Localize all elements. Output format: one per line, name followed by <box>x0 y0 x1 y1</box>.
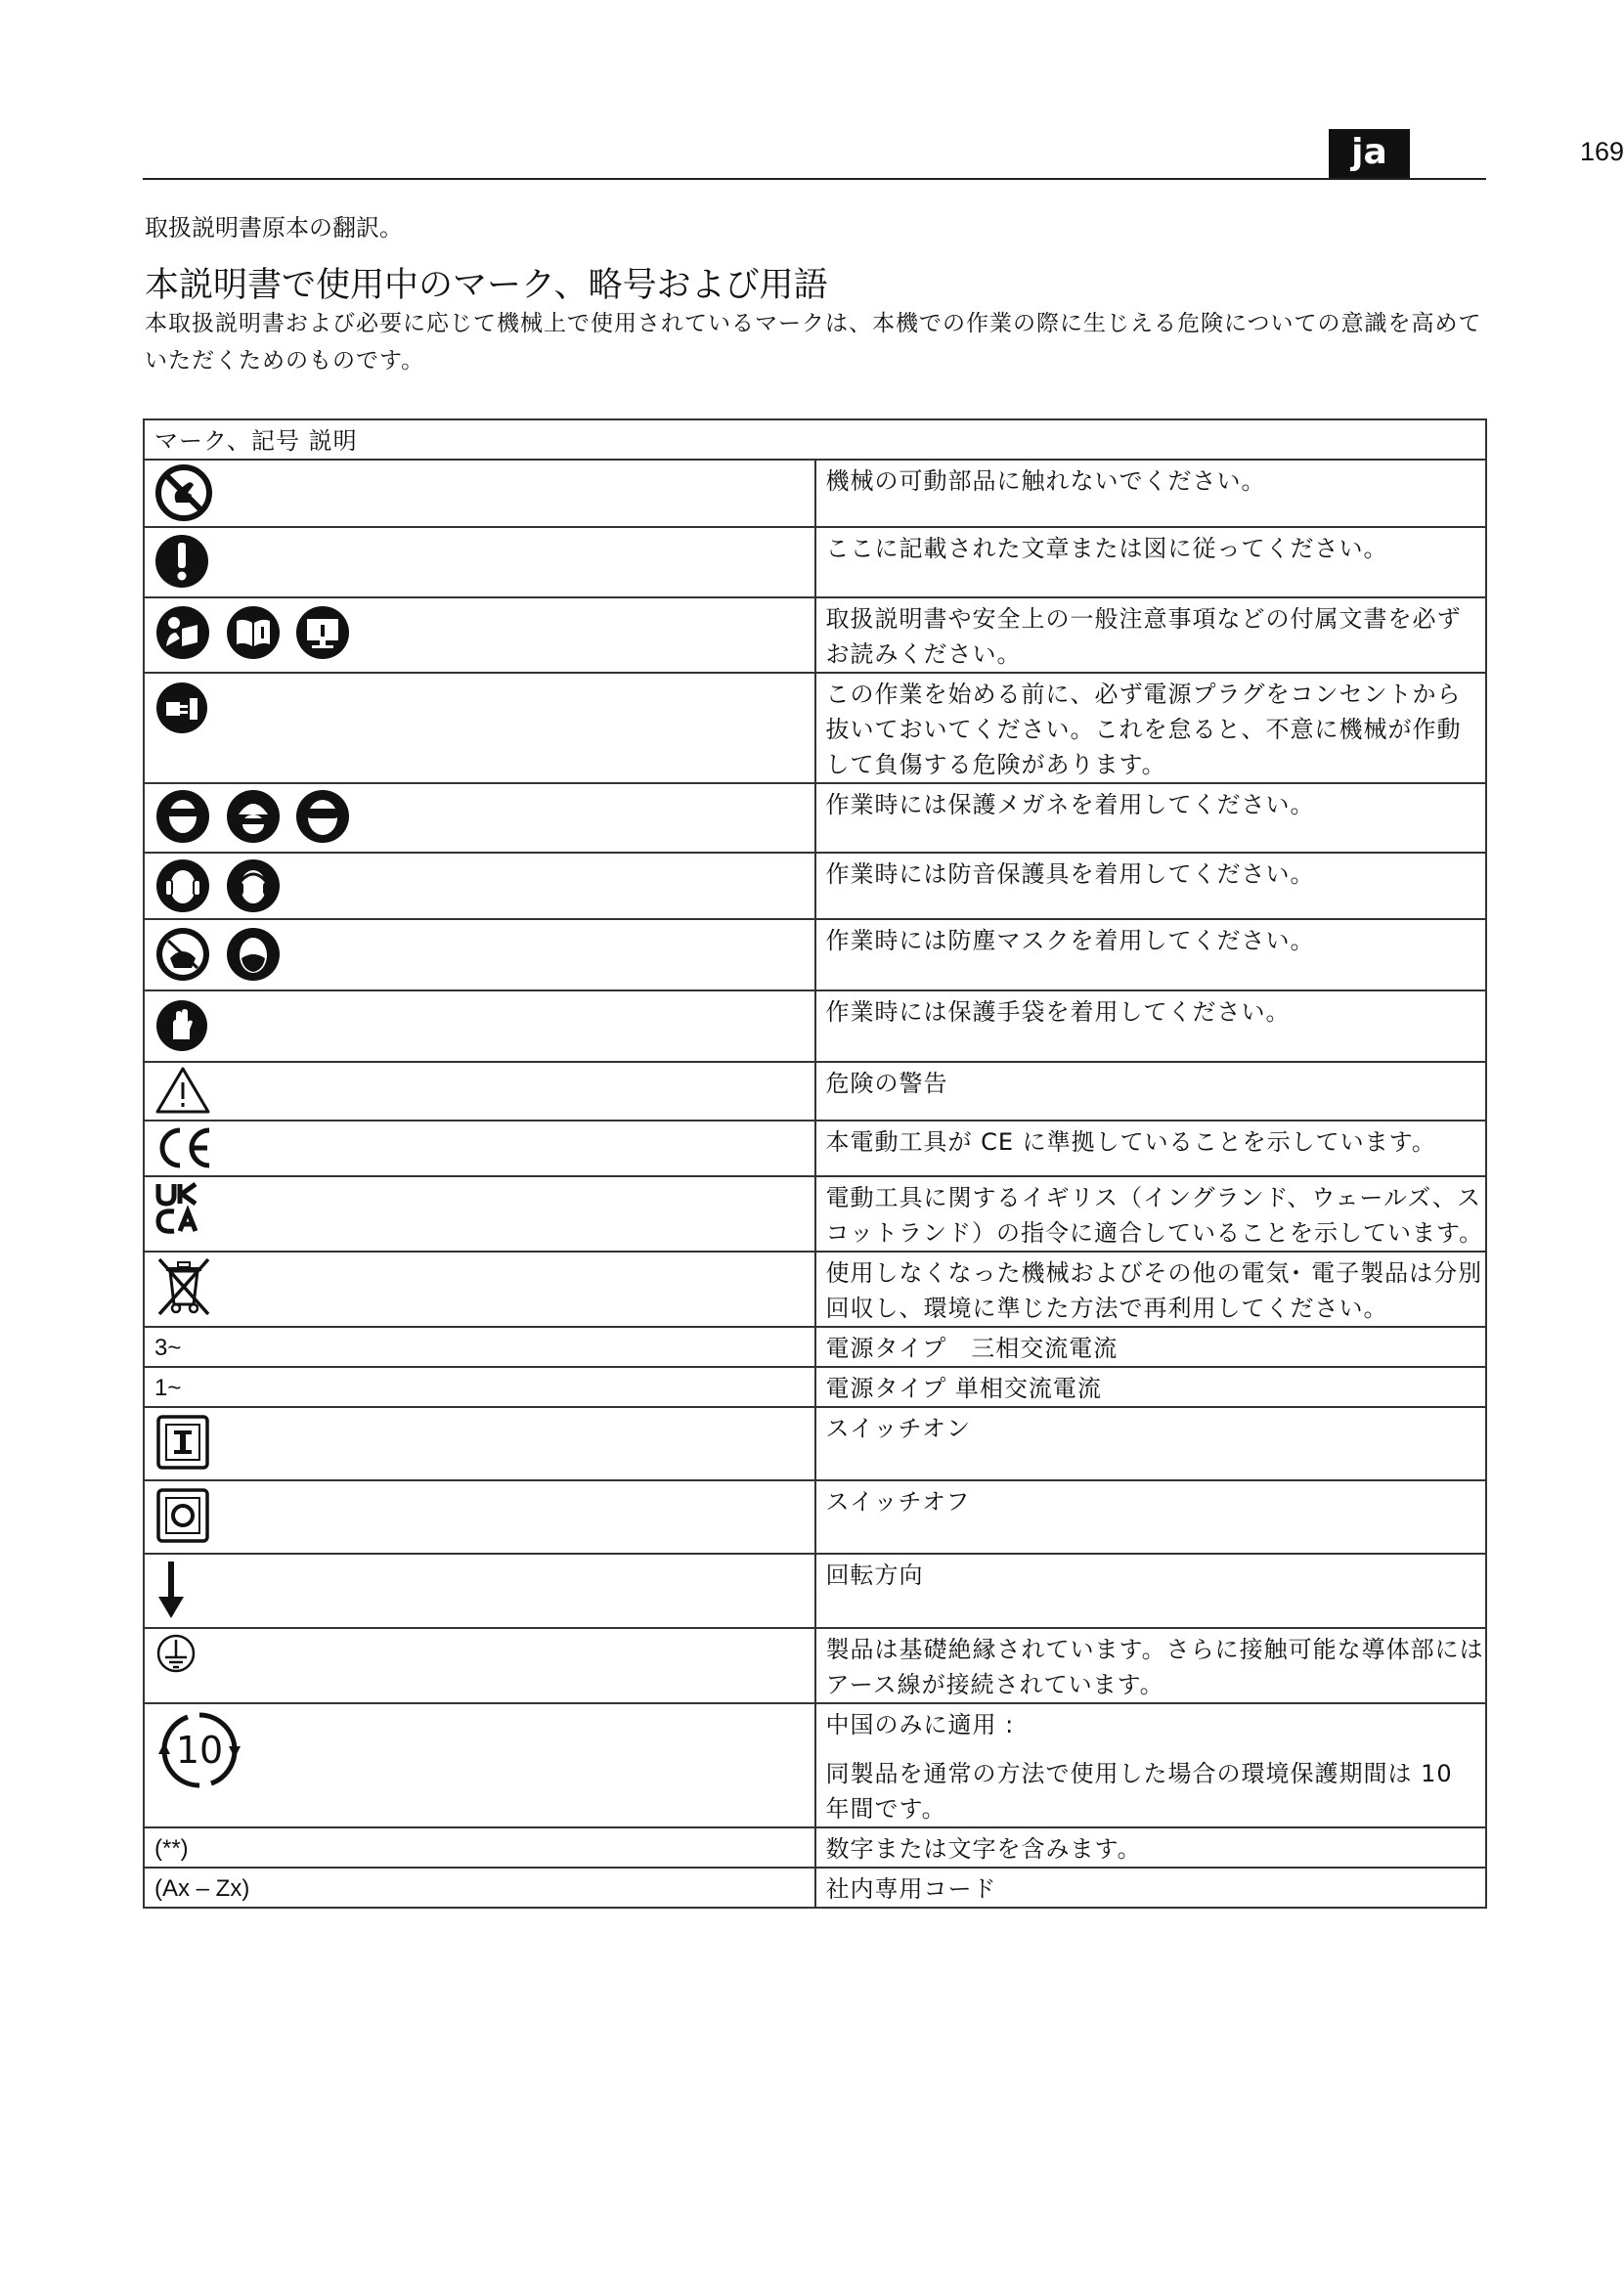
helmet-icon <box>225 787 282 846</box>
icon-cell <box>144 853 815 919</box>
table-row <box>144 1554 1486 1628</box>
intro-paragraph: 本取扱説明書および必要に応じて機械上で使用されているマークは、本機での作業の際に生じえる危険についての意識を高めていただくためのものです。 <box>145 311 1482 374</box>
icon-cell <box>144 673 815 783</box>
rohs-years-label: 10 <box>175 1729 224 1772</box>
warning-triangle-icon <box>154 1066 211 1115</box>
icon-cell <box>144 1407 815 1480</box>
icon-cell <box>144 1062 815 1121</box>
icon-cell <box>144 597 815 673</box>
table-row <box>144 673 1486 783</box>
description: スイッチオン <box>815 1407 1487 1480</box>
icon-cell <box>144 460 815 527</box>
china-rohs-10-icon <box>154 1707 244 1793</box>
icon-cell <box>144 1121 815 1176</box>
table-row <box>144 853 1486 919</box>
ukca-mark-icon <box>154 1180 199 1235</box>
monitor-info-icon <box>294 601 351 660</box>
description: 作業時には防塵マスクを着用してください。 <box>815 919 1487 990</box>
symbol-code: (Ax – Zx) <box>144 1868 815 1908</box>
description: 取扱説明書や安全上の一般注意事項などの付属文書を必ずお読みください。 <box>815 597 1487 673</box>
description: 危険の警告 <box>815 1062 1487 1121</box>
table-row <box>144 1827 1486 1868</box>
description: 電源タイプ 単相交流電流 <box>815 1367 1487 1407</box>
icon-cell <box>144 1252 815 1327</box>
face-shield-icon <box>154 787 211 846</box>
description: 機械の可動部品に触れないでください。 <box>815 460 1487 527</box>
read-manual-icon <box>154 601 211 660</box>
table-row <box>144 783 1486 853</box>
icon-cell <box>144 527 815 597</box>
ear-muff-icon <box>225 857 282 915</box>
description: 数字または文字を含みます。 <box>815 1827 1487 1868</box>
description-line-2: 同製品を通常の方法で使用した場合の環境保護期間は 10 年間です。 <box>825 1760 1453 1823</box>
table-row <box>144 1062 1486 1121</box>
table-row <box>144 1703 1486 1827</box>
icon-cell <box>144 1628 815 1703</box>
table-row <box>144 527 1486 597</box>
symbol-code: 1~ <box>144 1367 815 1407</box>
description: 作業時には防音保護具を着用してください。 <box>815 853 1487 919</box>
table-header-row <box>144 419 1486 460</box>
respirator-icon <box>154 923 211 982</box>
ear-protection-icon <box>154 857 211 915</box>
table-row <box>144 1121 1486 1176</box>
language-tab: ja <box>1329 129 1410 178</box>
description: ここに記載された文章または図に従ってください。 <box>815 527 1487 597</box>
description: 電源タイプ 三相交流電流 <box>815 1327 1487 1367</box>
manual-book-icon <box>225 601 282 660</box>
table-row <box>144 1252 1486 1327</box>
icon-cell <box>144 1480 815 1554</box>
icon-cell <box>144 1703 815 1827</box>
section-title: 本説明書で使用中のマーク、略号および用語 <box>145 266 828 305</box>
description: この作業を始める前に、必ず電源プラグをコンセントから抜いておいてください。これを怠ると、不意に機械が作動して負傷する危険があります。 <box>815 673 1487 783</box>
exclamation-icon <box>154 531 209 590</box>
table-row <box>144 1628 1486 1703</box>
arrow-down-icon <box>154 1558 194 1622</box>
no-touch-icon <box>154 463 213 522</box>
page-header <box>143 129 1624 180</box>
description: スイッチオフ <box>815 1480 1487 1554</box>
table-row <box>144 597 1486 673</box>
gloves-icon <box>154 994 209 1053</box>
symbol-code: (**) <box>144 1827 815 1868</box>
table-row <box>144 460 1486 527</box>
description: 本電動工具が CE に準拠していることを示しています。 <box>815 1121 1487 1176</box>
table-row <box>144 1367 1486 1407</box>
ce-mark-icon <box>154 1124 215 1171</box>
description: 電動工具に関するイギリス（イングランド、ウェールズ、スコットランド）の指令に適合していることを示しています。 <box>815 1176 1487 1252</box>
table-row <box>144 990 1486 1062</box>
description: 作業時には保護手袋を着用してください。 <box>815 990 1487 1062</box>
dust-mask-icon <box>225 923 282 982</box>
table-row <box>144 1176 1486 1252</box>
icon-cell <box>144 783 815 853</box>
switch-on-icon <box>154 1411 211 1472</box>
page-number: 169 <box>1580 137 1624 166</box>
icon-cell <box>144 919 815 990</box>
description <box>815 1703 1487 1827</box>
icon-cell <box>144 1176 815 1252</box>
switch-off-icon <box>154 1484 211 1545</box>
crossed-bin-icon <box>154 1255 213 1318</box>
unplug-icon <box>154 677 209 735</box>
table-row <box>144 1327 1486 1367</box>
description: 作業時には保護メガネを着用してください。 <box>815 783 1487 853</box>
description: 使用しなくなった機械およびその他の電気･ 電子製品は分別回収し、環境に準じた方法で再利用してください。 <box>815 1252 1487 1327</box>
table-row <box>144 1868 1486 1908</box>
table-header: マーク、記号 説明 <box>144 419 1486 460</box>
table-row <box>144 919 1486 990</box>
translation-note: 取扱説明書原本の翻訳。 <box>145 214 403 242</box>
description: 製品は基礎絶縁されています。さらに接触可能な導体部にはアース線が接続されています。 <box>815 1628 1487 1703</box>
description: 回転方向 <box>815 1554 1487 1628</box>
protective-earth-icon <box>154 1632 198 1675</box>
description-line-1: 中国のみに適用 : <box>825 1711 1015 1738</box>
icon-cell <box>144 990 815 1062</box>
symbol-code: 3~ <box>144 1327 815 1367</box>
symbols-table <box>143 418 1487 1909</box>
table-row <box>144 1480 1486 1554</box>
goggles-icon <box>294 787 351 846</box>
description: 社内専用コード <box>815 1868 1487 1908</box>
icon-cell <box>144 1554 815 1628</box>
table-row <box>144 1407 1486 1480</box>
